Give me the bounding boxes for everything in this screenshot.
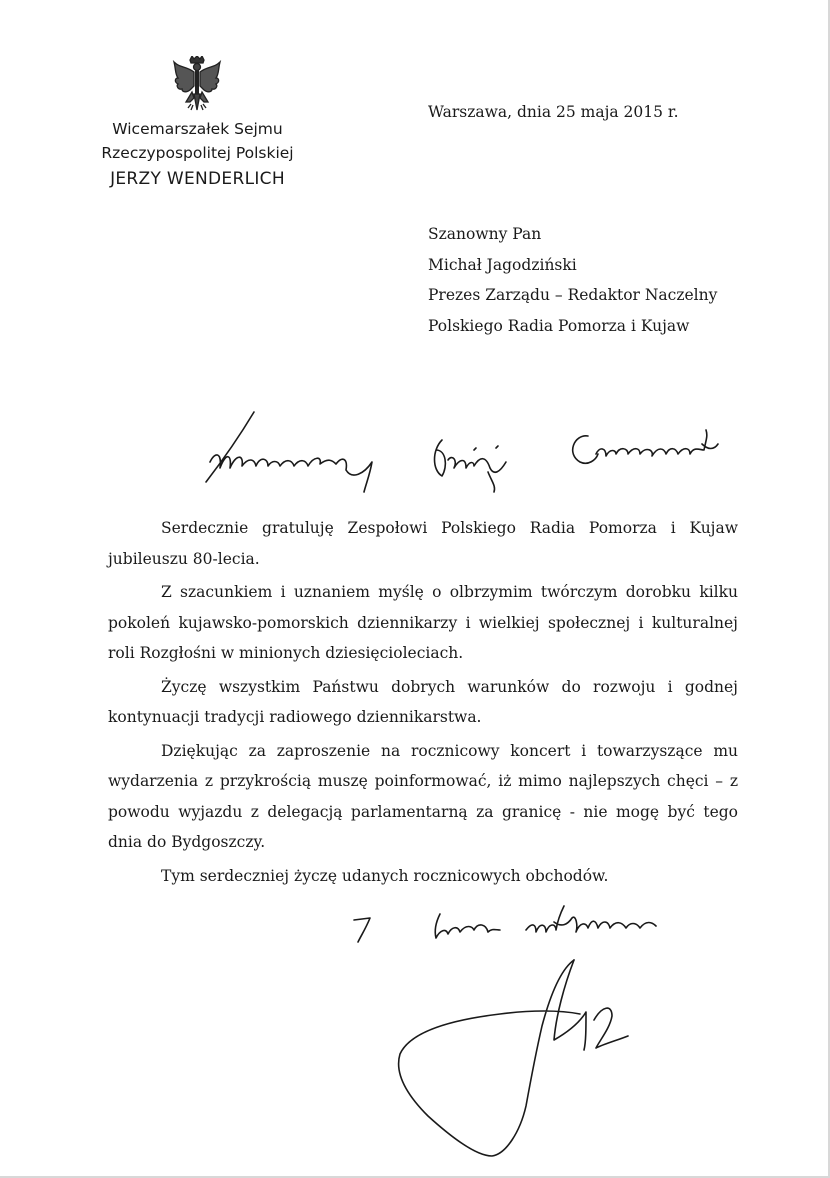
- body-paragraph-1: Serdecznie gratuluję Zespołowi Polskiego Radia Pomorza i Kujaw jubileuszu 80-lecia.: [108, 519, 738, 568]
- body-paragraph-4: Dziękując za zaproszenie na rocznicowy koncert i towarzyszące mu wydarzenia z przykrością muszę poinformować, iż mimo najlepszych chęci – z powodu wyjazdu z delegacją parlamentarną za granicę - nie mogę być tego dnia do Bydgoszczy.: [108, 741, 738, 851]
- handwritten-closing: [340, 900, 690, 950]
- recipient-organization: Polskiego Radia Pomorza i Kujaw: [428, 316, 690, 335]
- recipient-name: Michał Jagodziński: [428, 255, 577, 274]
- recipient-block: [428, 219, 717, 341]
- body-paragraph-3: Życzę wszystkim Państwu dobrych warunków do rozwoju i godnej kontynuacji tradycji radiowego dziennikarstwa.: [108, 677, 738, 726]
- sender-title: Wicemarszałek Sejmu: [112, 120, 283, 138]
- sender-name: JERZY WENDERLICH: [110, 169, 285, 189]
- letter-date: Warszawa, dnia 25 maja 2015 r.: [428, 103, 679, 121]
- handwritten-salutation: [196, 410, 736, 502]
- recipient-salutation: Szanowny Pan: [428, 225, 542, 243]
- body-paragraph-5: Tym serdeczniej życzę udanych rocznicowych obchodów.: [161, 866, 609, 885]
- handwritten-signature: [390, 956, 670, 1166]
- sender-institution: Rzeczypospolitej Polskiej: [101, 144, 294, 162]
- sender-block: [60, 117, 335, 191]
- letter-body: [108, 513, 738, 894]
- polish-eagle-emblem-icon: [172, 56, 222, 114]
- body-paragraph-2: Z szacunkiem i uznaniem myślę o olbrzymim twórczym dorobku kilku pokoleń kujawsko-pomorskich dziennikarzy i wielkiej społecznej i kulturalnej roli Rozgłośni w minionych dziesięcioleciach.: [108, 583, 738, 662]
- recipient-position: Prezes Zarządu – Redaktor Naczelny: [428, 286, 718, 304]
